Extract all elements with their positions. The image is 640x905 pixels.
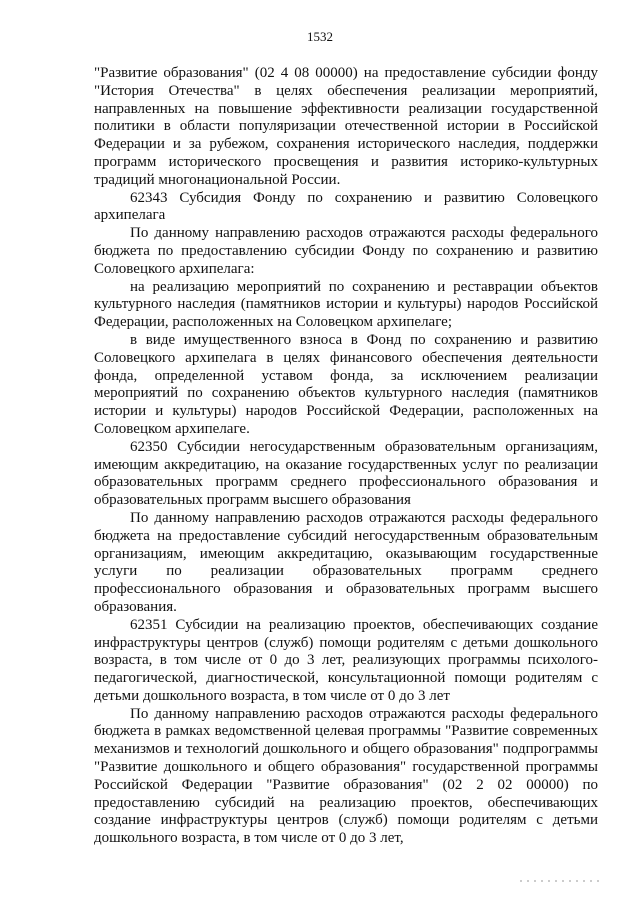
paragraph-heading-62351: 62351 Субсидии на реализацию проектов, обеспечивающих создание инфраструктуры центров (служб) помощи родителям с детьми дошкольного возраста, в том числе от 0 до 3 лет, реализующих программы психолого-педагогической, диагностической, консультационной помощи родителям с детьми дошкольного возраста, в том числе от 0 до 3 лет [94,616,598,704]
paragraph-heading-62343: 62343 Субсидия Фонду по сохранению и развитию Соловецкого архипелага [94,189,598,224]
paragraph-continuation: "Развитие образования" (02 4 08 00000) на предоставление субсидии фонду "История Отечества" в целях обеспечения реализации мероприятий, направленных на повышение эффективности реализации государственной политики в области популяризации отечественной истории в Российской Федерации и за рубежом, сохранения исторического наследия, поддержки программ исторического просвещения и развития историко-культурных традиций многонациональной России. [94,65,598,188]
page-number: 1532 [307,29,333,44]
paragraph-body: на реализацию мероприятий по сохранению и реставрации объектов культурного наследия (памятников истории и культуры) народов Российской Федерации, расположенных на Соловецком архипелаге; [94,278,598,331]
document-body [94,65,598,848]
paragraph-body: По данному направлению расходов отражаются расходы федерального бюджета на предоставление субсидий негосударственным образовательным организациям, имеющим аккредитацию, оказывающим государственные услуги по реализации образовательных программ среднего профессионального образования и образовательных программ высшего образования. [94,509,598,615]
paragraph-body: По данному направлению расходов отражаются расходы федерального бюджета по предоставлению субсидии Фонду по сохранению и развитию Соловецкого архипелага: [94,225,598,277]
paragraph-heading-62350: 62350 Субсидии негосударственным образовательным организациям, имеющим аккредитацию, на оказание государственных услуг по реализации образовательных программ среднего профессионального образования и образовательных программ высшего образования [94,438,598,509]
scan-artifact [520,880,600,882]
paragraph-body: в виде имущественного взноса в Фонд по сохранению и развитию Соловецкого архипелага в целях финансового обеспечения деятельности фонда, определенной уставом фонда, за исключением реализации мероприятий по сохранению объектов культурного наследия (памятников истории и культуры) народов Российской Федерации, расположенных на Соловецком архипелаге. [94,331,598,437]
paragraph-body: По данному направлению расходов отражаются расходы федерального бюджета в рамках ведомственной целевая программы "Развитие современных механизмов и технологий дошкольного и общего образования" подпрограммы "Развитие дошкольного и общего образования" государственной программы Российской Федерации "Развитие образования" (02 2 02 00000) по предоставлению субсидий на реализацию проектов, обеспечивающих создание инфраструктуры центров (служб) помощи родителям с детьми дошкольного возраста, в том числе от 0 до 3 лет, [94,705,598,847]
